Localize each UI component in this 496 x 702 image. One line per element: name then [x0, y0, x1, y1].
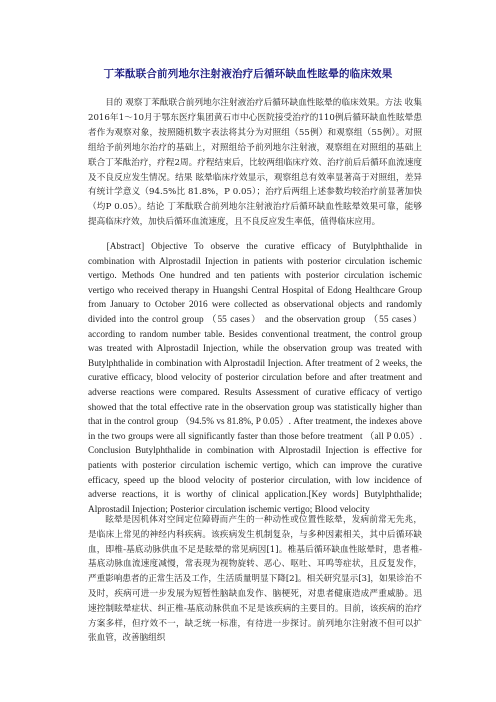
chinese-abstract-label: 目的	[105, 98, 123, 108]
paper-title: 丁苯酞联合前列地尔注射液治疗后循环缺血性眩晕的临床效果	[103, 68, 393, 80]
english-abstract	[88, 240, 422, 517]
chinese-abstract-text: 观察丁苯酞联合前列地尔注射液治疗后循环缺血性眩晕的临床效果。方法 收集2016年1～10月于鄂东医疗集团黄石市中心医院接受治疗的110例后循环缺血性眩晕患者作为观察对象，按照随机数字表法将其分为对照组（55例）和观察组（55例）。对照组给予前列地尔治疗的基础上，对照组给予前列地尔注射液，观察组在对照组的基础上联合丁苯酞治疗，疗程2周。疗程结束后，比较两组临床疗效、治疗前后后循环血流速度及不良反应发生情况。结果 眩晕临床疗效显示，观察组总有效率显著高于对照组，差异有统计学意义（94.5%比 81.8%，P 0.05）；治疗后两组上述参数均较治疗前显著加快（均P 0.05）。结论 丁苯酞联合前列地尔注射液治疗后循环缺血性眩晕效果可靠，能够提高临床疗效，加快后循环血流速度，且不良反应发生率低，值得临床应用。	[88, 98, 422, 228]
body-paragraph: 眩晕是因机体对空间定位障碍而产生的一种动性或位置性眩晕，发病前常无先兆，是临床上常见的神经内科疾病。该疾病发生机制复杂，与多种因素相关，其中后循环缺血，即椎-基底动脉供血不足是眩晕的常见病因[1]。椎基后循环缺血性眩晕时，患者椎-基底动脉血流速度减慢，常表现为视物旋转、恶心、呕吐、耳鸣等症状，且反复发作，严重影响患者的正常生活及工作，生活质量明显下降[2]。相关研究显示[3]，如果诊治不及时，疾病可进一步发展为短暂性脑缺血发作、脑梗死，对患者健康造成严重威胁。迅速控制眩晕症状、纠正椎-基底动脉供血不足是该疾病的主要目的。目前，该疾病的治疗方案多样，但疗效不一，缺乏统一标准，有待进一步探讨。前列地尔注射液不但可以扩张血管，改善脑组织	[88, 515, 422, 644]
chinese-abstract	[88, 96, 422, 230]
english-abstract-text: Objective To observe the curative efficacy of Butylphthalide in combination with Alprostadil Injection in patients with posterior circulation ischemic vertigo. Methods One hundred and ten patients with posterior circulation ischemic vertigo who received therapy in Huangshi Central Hospital of Edong Healthcare Group from January to October 2016 were collected as observational objects and randomly divided into the control group （55 cases） and the observation group （55 cases） according to random number table. Besides conventional treatment, the control group was treated with Alprostadil Injection, while the observation group was treated with Butylphthalide in combination with Alprostadil Injection. After treatment of 2 weeks, the curative efficacy, blood velocity of posterior circulation before and after treatment and adverse reactions were compared. Results Assessment of curative efficacy of vertigo showed that the total effective rate in the observation group was statistically higher than that in the control group （94.5% vs 81.8%, P 0.05）. After treatment, the indexes above in the two groups were all significantly faster than those before treatment （all P 0.05）. Conclusion Butylphthalide in combination with Alprostadil Injection is effective for patients with posterior circulation ischemic vertigo, which can improve the curative efficacy, speed up the blood velocity of posterior circulation, with low incidence of adverse reactions, it is worthy of clinical application.[Key words] Butylphthalide; Alprostadil Injection; Posterior circulation ischemic vertigo; Blood velocity	[88, 242, 422, 515]
english-abstract-label: [Abstract]	[106, 242, 145, 252]
